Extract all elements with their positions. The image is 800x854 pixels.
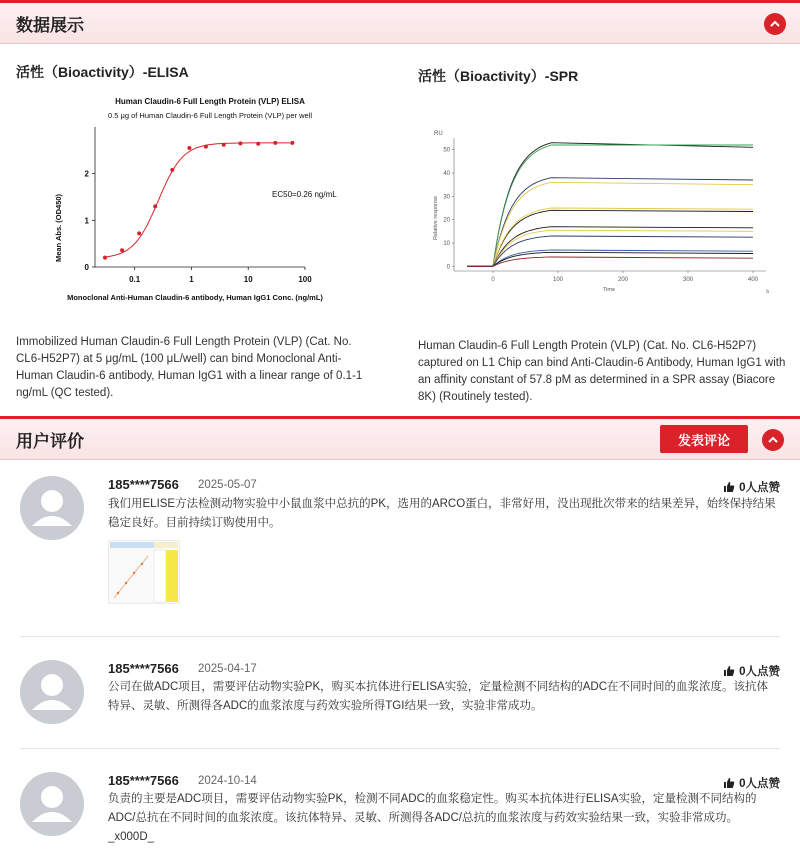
elisa-data-point [290, 141, 294, 145]
elisa-xlabel: Monoclonal Anti-Human Claudin-6 antibody, Human IgG1 Conc. (ng/mL) [67, 293, 323, 302]
review-user: 185****7566 [108, 661, 179, 676]
elisa-description: Immobilized Human Claudin-6 Full Length Protein (VLP) (Cat. No. CL6-H52P7) at 5 μg/mL (100 μL/well) can bind Monoclonal Anti-Human Claudin-6 antibody, Human IgG1 with a linear range of 0.1-1 ng/mL (QC tested). [16, 336, 363, 399]
elisa-chart [40, 92, 370, 307]
elisa-data-point [238, 141, 242, 145]
spr-sensorgram-line [467, 257, 753, 266]
spr-heading: 活性（Bioactivity）-SPR [418, 68, 579, 84]
review-text: 负责的主要是ADC项目，需要评估动物实验PK，检测不同ADC的血浆稳定性。购买本抗体进行ELISA实验，定量检测不同结构的ADC/总抗在不同时间的血浆浓度。该抗体特异、灵敏、所测得各ADC/总抗的血浆浓度与药效实验结果一致，实验非常成功。_x000D_ [108, 793, 757, 843]
spr-y-tick-label: 40 [443, 171, 450, 177]
review-like-button[interactable] [723, 663, 780, 679]
elisa-x-tick-label: 10 [243, 275, 253, 284]
chevron-up-icon [767, 434, 779, 446]
thumbs-up-icon [723, 777, 735, 789]
spr-y-tick-label: 10 [443, 241, 450, 247]
spr-sensorgram-line [467, 143, 753, 267]
post-review-button[interactable]: 发表评论 [660, 425, 748, 453]
review-like-button[interactable] [723, 775, 780, 791]
elisa-ec50: EC50=0.26 ng/mL [272, 190, 337, 199]
review-user: 185****7566 [108, 773, 179, 788]
data-section-header [0, 0, 800, 44]
review-text: 公司在做ADC项目，需要评估动物实验PK，购买本抗体进行ELISA实验，定量检测不同结构的ADC在不同时间的血浆浓度。该抗体特异、灵敏、所测得各ADC的血浆浓度与药效实验所得TGI结果一致，实验非常成功。 [108, 681, 768, 712]
elisa-y-tick-label: 0 [84, 263, 89, 272]
reviews-section-title: 用户评价 [16, 432, 84, 451]
elisa-fit-curve [105, 143, 292, 257]
collapse-reviews-button[interactable] [762, 429, 784, 451]
user-avatar-icon [20, 660, 84, 724]
elisa-data-point [170, 168, 174, 172]
elisa-data-point [137, 231, 141, 235]
review-divider [20, 636, 780, 637]
elisa-data-point [273, 141, 277, 145]
elisa-x-tick-label: 100 [298, 275, 312, 284]
spr-sensorgram-line [467, 145, 753, 266]
spr-y-tick-label: 20 [443, 217, 450, 224]
elisa-data-point [153, 204, 157, 208]
elisa-x-tick-label: 0.1 [129, 275, 141, 284]
review-divider [20, 748, 780, 749]
spr-chart [428, 126, 773, 296]
elisa-ylabel: Mean Abs. (OD450) [54, 193, 63, 263]
spr-x-tick-label: 300 [682, 277, 694, 283]
elisa-y-tick-label: 2 [84, 169, 89, 179]
spr-xlabel: Time [602, 287, 616, 293]
spr-y-unit: RU [434, 131, 443, 137]
spr-x-tick-label: 0 [491, 277, 495, 283]
elisa-data-point [103, 256, 107, 260]
elisa-data-point [256, 142, 260, 146]
review-likes: 0人点赞 [739, 482, 780, 494]
elisa-heading: 活性（Bioactivity）-ELISA [16, 64, 189, 80]
user-avatar-icon [20, 772, 84, 836]
review-user: 185****7566 [108, 477, 179, 492]
elisa-x-tick-label: 1 [189, 275, 194, 284]
review-like-button[interactable] [723, 479, 780, 495]
spr-x-tick-label: 200 [617, 277, 629, 283]
elisa-data-point [222, 143, 226, 147]
review-date: 2025-04-17 [198, 663, 257, 675]
review-text: 我们用ELISE方法检测动物实验中小鼠血浆中总抗的PK，选用的ARCO蛋白，非常好用，没出现批次带来的结果差异，始终保持结果稳定良好。目前持续订购使用中。 [108, 498, 776, 529]
spr-x-unit: s [766, 289, 769, 295]
review-likes: 0人点赞 [739, 778, 780, 790]
spr-sensorgram-line [467, 252, 753, 266]
data-section-title: 数据展示 [16, 16, 84, 35]
review-likes: 0人点赞 [739, 666, 780, 678]
spr-description: Human Claudin-6 Full Length Protein (VLP) (Cat. No. CL6-H52P7) captured on L1 Chip can bind Anti-Claudin-6 Antibody, Human IgG1 with an affinity constant of 57.8 pM as determined in a SPR assay (Biacore 8K) (Routinely tested). [418, 340, 786, 403]
collapse-data-button[interactable] [764, 13, 786, 35]
thumbs-up-icon [723, 481, 735, 493]
spr-sensorgram-line [467, 182, 753, 266]
elisa-chart-subtitle: 0.5 μg of Human Claudin-6 Full Length Protein (VLP) per well [107, 111, 313, 120]
spr-ylabel: Relative response [433, 195, 439, 241]
spr-y-tick-label: 50 [443, 147, 450, 154]
review-date: 2025-05-07 [198, 479, 257, 491]
user-avatar-icon [20, 476, 84, 540]
elisa-y-tick-label: 1 [84, 216, 89, 226]
spr-y-tick-label: 0 [446, 264, 450, 271]
elisa-data-point [120, 248, 124, 252]
review-attachment-thumbnail[interactable] [108, 540, 180, 604]
thumbs-up-icon [723, 665, 735, 677]
elisa-chart-title: Human Claudin-6 Full Length Protein (VLP) ELISA [115, 97, 305, 106]
elisa-data-point [187, 146, 191, 150]
chevron-up-icon [769, 18, 781, 30]
review-date: 2024-10-14 [198, 775, 257, 787]
spr-x-tick-label: 100 [552, 277, 564, 283]
spr-y-tick-label: 30 [443, 194, 450, 201]
spr-x-tick-label: 400 [747, 277, 759, 283]
elisa-data-point [204, 145, 208, 149]
